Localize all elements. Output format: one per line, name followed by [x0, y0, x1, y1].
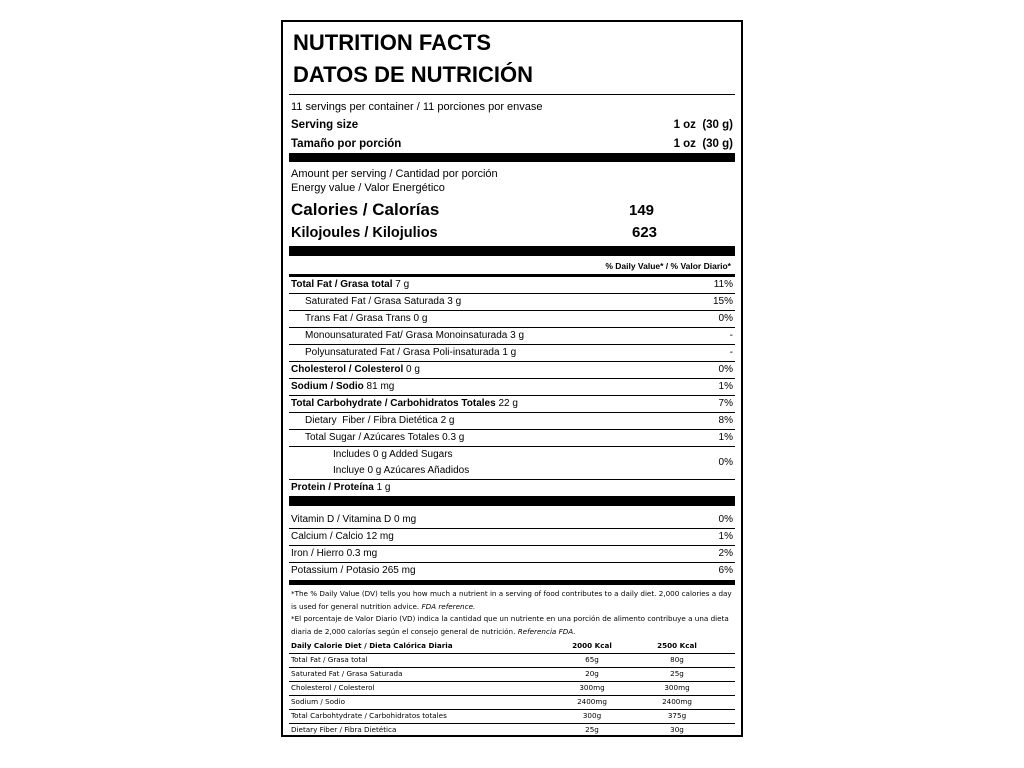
divider: [289, 94, 735, 95]
thick-divider: [289, 496, 735, 506]
diet-table-row: Total Carbohtydrate / Carbohidratos totales 300g 375g: [289, 709, 735, 724]
nutrient-name: Cholesterol / Colesterol 0 g: [291, 364, 420, 375]
kilojoules-value: 623: [632, 224, 658, 241]
medium-divider: [289, 580, 735, 585]
diet-table-row: Saturated Fat / Grasa Saturada 20g 25g: [289, 667, 735, 682]
vitamin-dv: 0%: [718, 514, 733, 525]
diet-nutrient: Cholesterol / Colesterol: [291, 683, 375, 692]
vitamin-name: Calcium / Calcio 12 mg: [291, 531, 394, 542]
added-sugars-en: Includes 0 g Added Sugars: [333, 449, 453, 460]
energy-value-label: Energy value / Valor Energético: [291, 182, 445, 194]
calories-value: 149: [629, 202, 655, 219]
nutrient-row-saturated-fat: [289, 294, 735, 311]
kilojoules-label: Kilojoules / Kilojulios: [291, 225, 438, 241]
diet-table-row: Sodium / Sodio 2400mg 2400mg: [289, 695, 735, 710]
calories-label: Calories / Calorías: [291, 200, 440, 219]
nutrient-dv: 1%: [718, 381, 733, 392]
nutrient-row-monounsaturated-fat: [289, 328, 735, 345]
diet-nutrient: Total Fat / Grasa total: [291, 655, 368, 664]
vitamin-name: Vitamin D / Vitamina D 0 mg: [291, 514, 417, 525]
nutrient-name: Saturated Fat / Grasa Saturada 3 g: [305, 296, 462, 307]
diet-nutrient: Sodium / Sodio: [291, 697, 345, 706]
diet-table-header: Daily Calorie Diet / Dieta Calórica Diaria 2000 Kcal 2500 Kcal: [289, 639, 735, 654]
nutrient-dv: 0%: [718, 457, 733, 468]
nutrient-name: Total Carbohydrate / Carbohidratos Totales 22 g: [291, 398, 518, 409]
vitamin-row: [289, 546, 735, 563]
diet-table-row: Cholesterol / Colesterol 300mg 300mg: [289, 681, 735, 696]
vitamin-dv: 2%: [718, 548, 733, 559]
diet-table-header-label: Daily Calorie Diet / Dieta Calórica Diaria: [291, 641, 453, 650]
footnote-spanish: *El porcentaje de Valor Diario (VD) indica la cantidad que un nutriente en una porción de alimento contribuye a una dieta diaria de 2,000 calorías según el consejo general de nutrición. Referencia FDA.: [291, 614, 729, 636]
nutrient-row-trans-fat: [289, 311, 735, 328]
vitamin-row: [289, 529, 735, 546]
thick-divider: [289, 153, 735, 162]
diet-nutrient: Saturated Fat / Grasa Saturada: [291, 669, 403, 678]
title-english: NUTRITION FACTS: [293, 30, 491, 55]
amount-per-serving: Amount per serving / Cantidad por porción: [291, 168, 498, 180]
nutrient-row-total-carbohydrate: [289, 396, 735, 413]
serving-size-label: Serving size: [291, 119, 359, 131]
nutrient-name: Polyunsaturated Fat / Grasa Poli-insaturada 1 g: [305, 347, 517, 358]
nutrient-name: Trans Fat / Grasa Trans 0 g: [305, 313, 428, 324]
nutrient-dv: 0%: [718, 364, 733, 375]
nutrient-name: Total Fat / Grasa total 7 g: [291, 279, 410, 290]
vitamin-dv: 1%: [718, 531, 733, 542]
nutrient-dv: 8%: [718, 415, 733, 426]
nutrient-row-protein: [289, 480, 735, 496]
nutrient-name: Dietary Fiber / Fibra Dietética 2 g: [305, 415, 455, 426]
nutrient-dv: 1%: [718, 432, 733, 443]
title-spanish: DATOS DE NUTRICIÓN: [293, 62, 533, 87]
tamano-label: Tamaño por porción: [291, 138, 402, 150]
nutrient-dv: 11%: [713, 279, 733, 290]
nutrient-dv: -: [729, 347, 733, 358]
diet-table-row: Total Fat / Grasa total 65g 80g: [289, 653, 735, 668]
nutrient-name: Total Sugar / Azúcares Totales 0.3 g: [305, 432, 465, 443]
added-sugars-es: Incluye 0 g Azúcares Añadidos: [333, 465, 470, 476]
diet-nutrient: Dietary Fiber / Fibra Dietética: [291, 725, 397, 734]
nutrient-dv: 7%: [718, 398, 733, 409]
nutrition-label: [281, 20, 743, 737]
nutrient-dv: -: [729, 330, 733, 341]
nutrient-row-dietary-fiber: [289, 413, 735, 430]
thick-divider: [289, 246, 735, 256]
nutrient-name: Protein / Proteína 1 g: [291, 482, 391, 493]
nutrient-row-total-fat: [289, 277, 735, 294]
serving-size-value: 1 oz (30 g): [673, 119, 733, 131]
nutrient-row-total-sugar: [289, 430, 735, 447]
nutrient-name: Sodium / Sodio 81 mg: [291, 381, 395, 392]
vitamin-dv: 6%: [718, 565, 733, 576]
diet-nutrient: Total Carbohtydrate / Carbohidratos totales: [291, 711, 447, 720]
footnote-english: *The % Daily Value (DV) tells you how much a nutrient in a serving of food contributes to a daily diet. 2,000 calories a day is used for general nutrition advice. FDA reference.: [291, 589, 732, 611]
nutrient-row-sodium: [289, 379, 735, 396]
nutrient-dv: 0%: [718, 313, 733, 324]
daily-value-header: % Daily Value* / % Valor Diario*: [605, 261, 731, 271]
nutrient-row-polyunsaturated-fat: [289, 345, 735, 362]
diet-table-row: Dietary Fiber / Fibra Dietética 25g 30g: [289, 723, 735, 737]
nutrient-row-added-sugars: [289, 447, 735, 480]
vitamin-row: [289, 512, 735, 529]
vitamin-name: Potassium / Potasio 265 mg: [291, 565, 416, 576]
vitamin-name: Iron / Hierro 0.3 mg: [291, 548, 378, 559]
servings-per-container: 11 servings per container / 11 porciones por envase: [291, 101, 543, 113]
nutrient-name: Monounsaturated Fat/ Grasa Monoinsaturada 3 g: [305, 330, 525, 341]
vitamin-row: [289, 563, 735, 579]
tamano-value: 1 oz (30 g): [673, 138, 733, 150]
nutrient-dv: 15%: [712, 296, 733, 307]
nutrient-row-cholesterol: [289, 362, 735, 379]
